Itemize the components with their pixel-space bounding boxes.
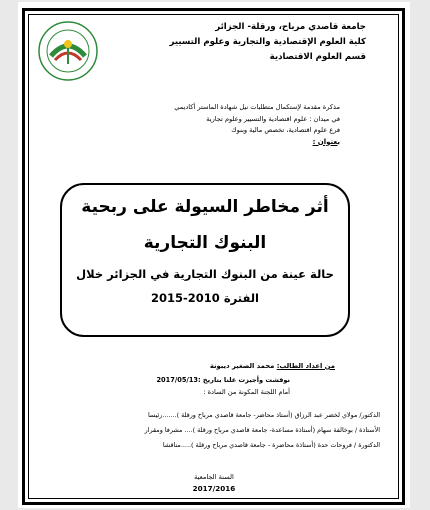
thesis-title-line-2: البنوك التجارية <box>143 233 267 253</box>
university-header <box>96 20 366 65</box>
department-name: قسم العلوم الاقتصادية <box>269 52 366 62</box>
thesis-subtitle-line-1: حالة عينة من البنوك التجارية في الجزائر خلال <box>76 267 334 281</box>
student-name: محمد الصغير ديبونة <box>209 362 275 370</box>
thesis-subtitle-line-2: الفترة 2010-2015 <box>151 291 259 305</box>
student-label: من اعداد الطالب: <box>276 362 335 370</box>
defense-block <box>40 374 290 398</box>
memo-line-2: في ميدان : علوم اقتصادية والتسيير وعلوم تجارية <box>206 114 340 123</box>
memo-block <box>40 102 340 148</box>
faculty-name: كلية العلوم الإقتصادية والتجارية وعلوم التسيير <box>169 37 366 47</box>
memo-line-3: فرع علوم اقتصادية، تخصص مالية وبنوك <box>231 126 340 134</box>
memo-title-label: بعنوان : <box>312 137 340 146</box>
jury-member: الدكتورة / فروحات حدة (أستاذة محاضرة - جامعة قاصدي مرباح ورقلة ).....مناقشا <box>162 441 380 449</box>
student-block <box>35 360 335 372</box>
thesis-title-line-1: أثر مخاطر السيولة على ربحية <box>81 197 329 217</box>
jury-member: الأستاذة / بوخالفة سهام (أستاذة مساعدة- جامعة قاصدي مرباح ورقلة ).... مشرفا ومقرار <box>144 426 380 434</box>
academic-year-value: 2017/2016 <box>192 484 236 493</box>
university-name: جامعة قاصدي مرباح، ورقلة- الجزائر <box>215 22 366 32</box>
defense-date: نوقشت وأجيزت علنا بتاريخ :2017/05/13 <box>156 376 290 384</box>
jury-member: الدكتور/ مولاي لخضر عبد الرزاق (أستاذ محاضر- جامعة قاصدي مرباح ورقلة ).......رئيسا <box>147 411 380 419</box>
title-box <box>60 183 350 337</box>
university-logo <box>33 20 103 82</box>
memo-line-1: مذكرة مقدمة لإستكمال متطلبات نيل شهادة الماستر أكاديمي <box>174 103 340 111</box>
academic-year <box>18 472 410 494</box>
jury-list <box>50 408 380 453</box>
academic-year-label: السنة الجامعية <box>194 473 234 481</box>
document-page <box>18 2 410 508</box>
committee-label: أمام اللجنة المكونة من السادة : <box>203 388 290 396</box>
